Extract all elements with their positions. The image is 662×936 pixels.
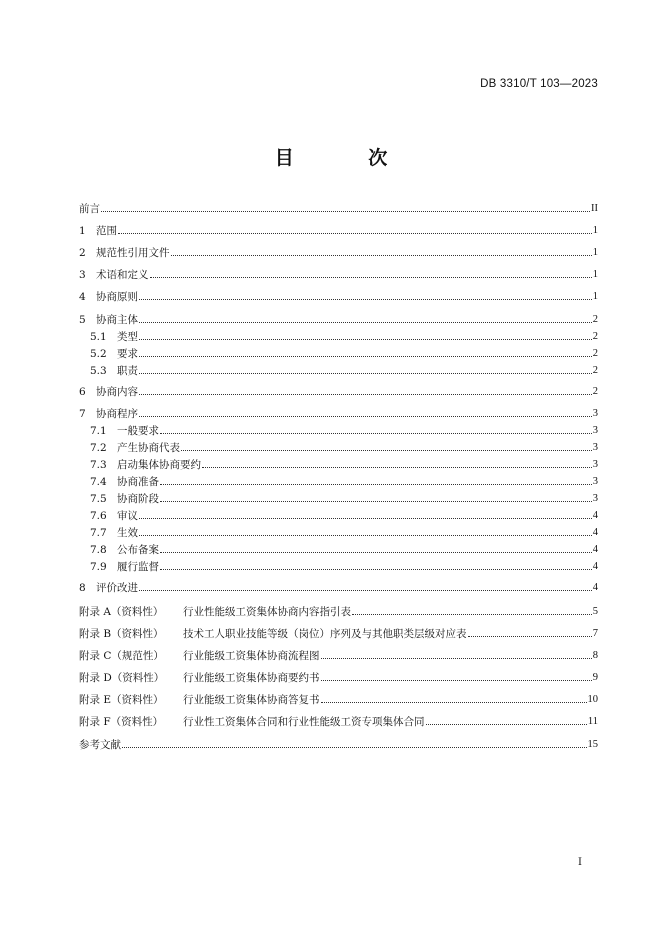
toc-entry[interactable] [79,737,598,751]
toc-entry[interactable] [90,423,598,437]
toc-entry[interactable] [90,559,598,573]
toc-entry-number: 7 [79,408,86,420]
toc-entry-page: 2 [592,365,598,376]
toc-entry-number: 5.1 [90,331,107,343]
toc-entry-number: 5.3 [90,365,107,377]
toc-entry-label: 履行监督 [117,561,159,573]
toc-entry-label: 参考文献 [79,739,121,751]
toc-leader-dots [139,372,592,374]
toc-entry-label: 协商主体 [96,314,138,326]
toc-entry-label: 公布备案 [117,544,159,556]
toc-entry-number: 7.8 [90,544,107,556]
toc-entry-number: 附录 F（资料性） [79,716,164,728]
toc-entry-label: 职责 [117,365,138,377]
toc-entry-page: 8 [592,650,598,661]
toc-entry-number: 7.9 [90,561,107,573]
toc-leader-dots [101,210,590,212]
toc-entry-number: 附录 E（资料性） [79,694,164,706]
toc-leader-dots [426,723,587,725]
toc-entry-label: 协商内容 [96,386,138,398]
toc-leader-dots [139,355,592,357]
toc-entry[interactable] [90,346,598,360]
toc-entry-number: 7.6 [90,510,107,522]
document-code: DB 3310/T 103—2023 [480,78,598,90]
toc-leader-dots [321,679,592,681]
toc-entry[interactable] [79,604,598,618]
toc-entry-page: 11 [587,716,598,727]
toc-entry-label: 协商程序 [96,408,138,420]
toc-entry-number: 7.2 [90,442,107,454]
toc-entry-label: 行业能级工资集体协商流程图 [183,650,320,662]
toc-leader-dots [139,393,592,395]
toc-entry-page: 2 [592,386,598,397]
toc-entry-page: 1 [592,291,598,302]
toc-entry-page: 1 [592,247,598,258]
toc-entry-number: 1 [79,225,86,237]
toc-entry-label: 行业性能级工资集体协商内容指引表 [183,606,351,618]
toc-leader-dots [139,338,592,340]
toc-leader-dots [468,635,592,637]
toc-entry-page: 2 [592,331,598,342]
toc-leader-dots [321,701,587,703]
toc-leader-dots [160,568,592,570]
toc-leader-dots [139,321,592,323]
toc-entry[interactable] [90,363,598,377]
toc-entry[interactable] [79,223,598,237]
toc-leader-dots [160,551,592,553]
toc-entry-label: 术语和定义 [96,269,149,281]
toc-entry[interactable] [90,440,598,454]
toc-entry-number: 5 [79,314,86,326]
toc-entry-page: 3 [592,476,598,487]
toc-leader-dots [139,517,592,519]
toc-leader-dots [171,254,592,256]
toc-leader-dots [321,657,592,659]
toc-entry-label: 行业能级工资集体协商要约书 [183,672,320,684]
toc-entry[interactable] [90,491,598,505]
toc-entry-number: 7.4 [90,476,107,488]
toc-entry-page: II [591,203,598,214]
toc-entry[interactable] [90,457,598,471]
toc-entry-page: 1 [592,225,598,236]
toc-entry-page: 3 [592,493,598,504]
toc-entry-number: 7.5 [90,493,107,505]
toc-entry[interactable] [79,648,598,662]
toc-entry-number: 附录 B（资料性） [79,628,164,640]
toc-entry[interactable] [79,670,598,684]
toc-leader-dots [139,589,592,591]
toc-entry-number: 附录 A（资料性） [79,606,164,618]
toc-entry-page: 2 [592,348,598,359]
toc-entry[interactable] [79,289,598,303]
toc-leader-dots [122,746,587,748]
toc-entry-label: 协商阶段 [117,493,159,505]
toc-entry-page: 4 [592,561,598,572]
toc-entry-page: 15 [587,739,598,750]
toc-entry-label: 审议 [117,510,138,522]
toc-entry-label: 行业能级工资集体协商答复书 [183,694,320,706]
toc-entry-label: 评价改进 [96,582,138,594]
toc-entry-number: 附录 D（资料性） [79,672,165,684]
toc-entry-label: 技术工人职业技能等级（岗位）序列及与其他职类层级对应表 [183,628,467,640]
toc-entry-number: 7.1 [90,425,107,437]
toc-entry-page: 3 [592,425,598,436]
toc-leader-dots [352,613,592,615]
toc-entry-page: 3 [592,459,598,470]
toc-leader-dots [202,466,592,468]
toc-entry-label: 行业性工资集体合同和行业性能级工资专项集体合同 [183,716,425,728]
toc-leader-dots [150,276,592,278]
toc-entry-number: 6 [79,386,86,398]
toc-entry-label: 启动集体协商要约 [117,459,201,471]
toc-leader-dots [139,415,592,417]
toc-entry-label: 前言 [79,203,100,215]
toc-entry[interactable] [79,714,598,728]
toc-entry-number: 2 [79,247,86,259]
toc-entry-number: 5.2 [90,348,107,360]
toc-entry-number: 3 [79,269,86,281]
toc-entry-page: 4 [592,527,598,538]
toc-entry[interactable] [90,329,598,343]
toc-entry[interactable] [79,406,598,420]
toc-leader-dots [139,534,592,536]
toc-entry-number: 附录 C（规范性） [79,650,164,662]
toc-entry-label: 产生协商代表 [117,442,180,454]
toc-leader-dots [160,483,592,485]
toc-entry-number: 7.7 [90,527,107,539]
toc-leader-dots [181,449,592,451]
toc-entry-page: 3 [592,442,598,453]
toc-entry-page: 2 [592,314,598,325]
toc-entry-label: 要求 [117,348,138,360]
toc-entry[interactable] [90,542,598,556]
toc-entry[interactable] [90,525,598,539]
toc-entry[interactable] [79,201,598,215]
toc-entry[interactable] [79,692,598,706]
toc-entry-page: 9 [592,672,598,683]
toc-entry[interactable] [79,245,598,259]
toc-entry-label: 协商原则 [96,291,138,303]
toc-entry-number: 4 [79,291,86,303]
toc-entry-page: 1 [592,269,598,280]
toc-entry-label: 生效 [117,527,138,539]
toc-entry-page: 4 [592,510,598,521]
toc-entry[interactable] [79,267,598,281]
toc-entry-page: 10 [587,694,598,705]
toc-entry-label: 范围 [96,225,117,237]
toc-entry[interactable] [90,474,598,488]
toc-entry[interactable] [79,312,598,326]
toc-entry[interactable] [79,626,598,640]
toc-leader-dots [139,298,592,300]
toc-entry-number: 7.3 [90,459,107,471]
toc-entry[interactable] [79,384,598,398]
page-title: 目 次 [274,147,422,169]
toc-entry-label: 协商准备 [117,476,159,488]
toc-leader-dots [118,232,592,234]
toc-entry[interactable] [79,580,598,594]
toc-entry-page: 5 [592,606,598,617]
toc-leader-dots [160,500,592,502]
toc-entry-page: 4 [592,582,598,593]
toc-entry-page: 4 [592,544,598,555]
toc-entry-page: 7 [592,628,598,639]
toc-entry-label: 规范性引用文件 [96,247,170,259]
toc-entry-label: 类型 [117,331,138,343]
toc-leader-dots [160,432,592,434]
page-number: I [578,857,582,868]
toc-entry-label: 一般要求 [117,425,159,437]
toc-entry-page: 3 [592,408,598,419]
toc-entry-number: 8 [79,582,86,594]
toc-entry[interactable] [90,508,598,522]
